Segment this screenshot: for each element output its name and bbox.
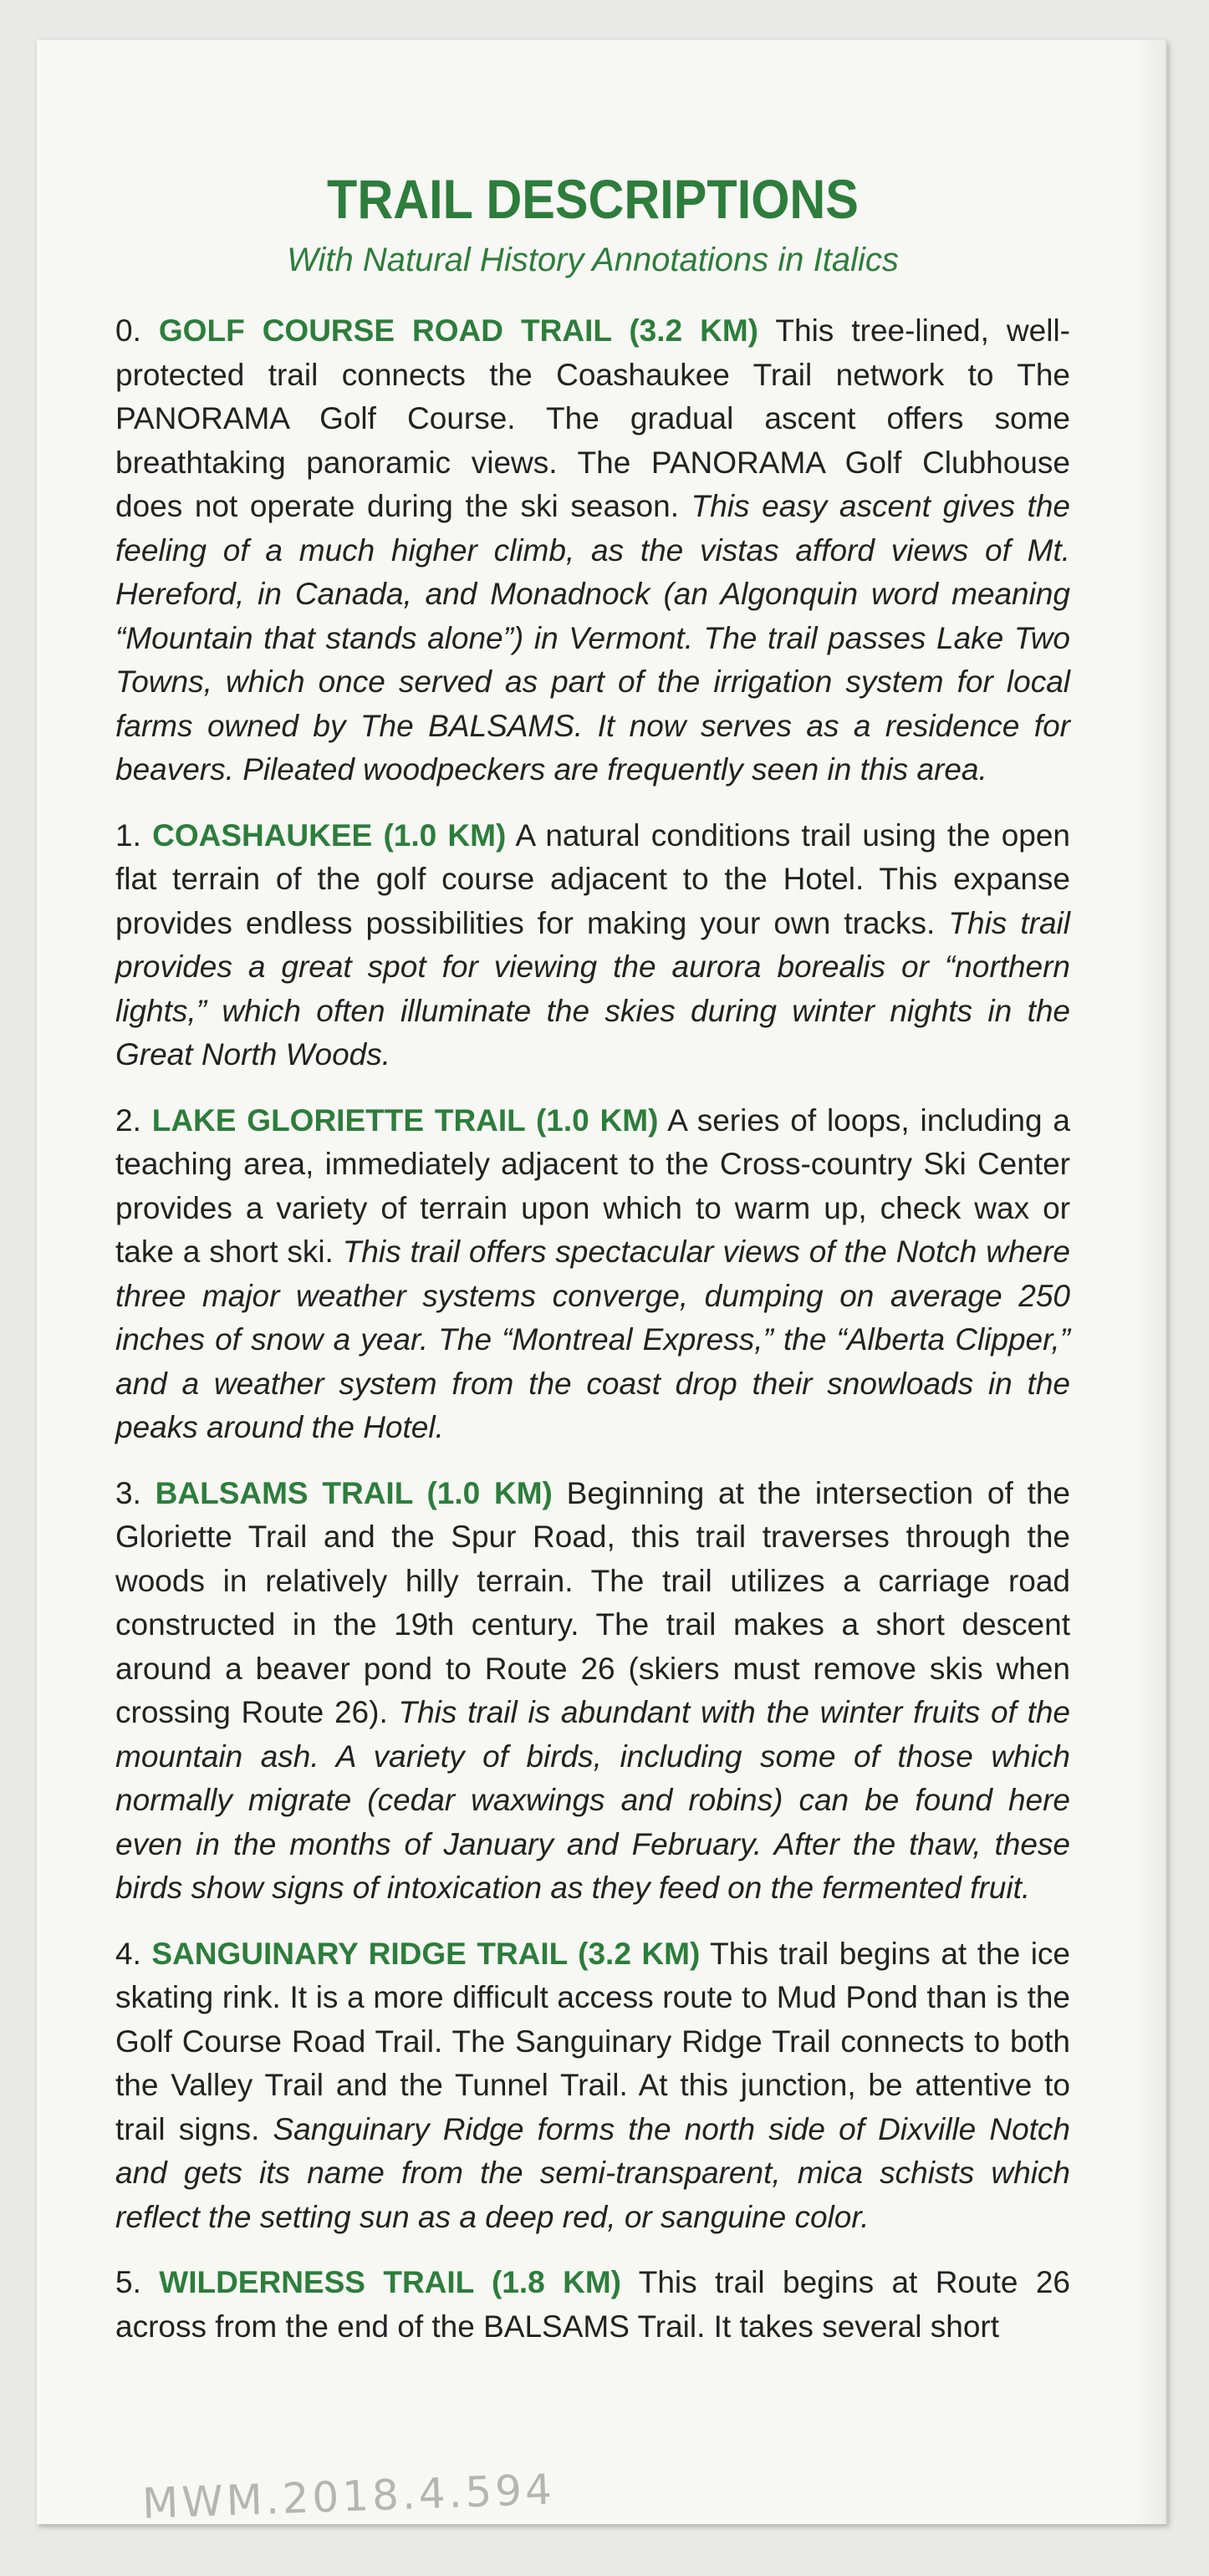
trail-description-4: [115, 1932, 1070, 2240]
trail-description-3: [115, 1472, 1070, 1911]
page-edge-shadow: [1132, 40, 1166, 2524]
catalog-number-handwritten: MWM.2018.4.594: [141, 2465, 556, 2528]
trail-description-1: [115, 814, 1070, 1077]
trail-natural-history-note: Sanguinary Ridge forms the north side of Dixville Notch and gets its name from the semi-transparent, mica schists which reflect the setting sun as a deep red, or sanguine color.: [115, 2111, 1071, 2234]
page-title: TRAIL DESCRIPTIONS: [327, 168, 859, 230]
trail-description-2: [115, 1099, 1070, 1450]
trail-name: WILDERNESS TRAIL (1.8 KM): [159, 2265, 621, 2299]
trail-description-0: [115, 309, 1070, 792]
trail-number: 4.: [115, 1936, 141, 1971]
trail-name: LAKE GLORIETTE TRAIL (1.0 KM): [151, 1102, 659, 1138]
brochure-page: [37, 40, 1167, 2524]
trail-description-5: [115, 2261, 1070, 2349]
trail-natural-history-note: This easy ascent gives the feeling of a much higher climb, as the vistas afford views of Mt. Hereford, in Canada, and Monadnock (an Algonquin word meaning “Mountain that stands alone”) in Vermont. The trail passes Lake Two Towns, which once served as part of the irrigation system for local farms owned by The BALSAMS. It now serves as a residence for beavers. Pileated woodpeckers are frequently seen in this area.: [115, 489, 1070, 787]
page-content: [115, 165, 1070, 2370]
trail-name: GOLF COURSE ROAD TRAIL (3.2 KM): [158, 313, 759, 348]
page-subtitle: With Natural History Annotations in Italics: [287, 242, 899, 278]
trail-name: BALSAMS TRAIL (1.0 KM): [155, 1475, 553, 1510]
trail-name: COASHAUKEE (1.0 KM): [152, 817, 507, 853]
trail-number: 0.: [115, 313, 141, 348]
trail-natural-history-note: This trail provides a great spot for viewing the aurora borealis or “northern lights,” which often illuminate the skies during winter nights in the Great North Woods.: [115, 905, 1070, 1072]
trail-natural-history-note: This trail offers spectacular views of the Notch where three major weather systems converge, dumping on average 250 inches of snow a year. The “Montreal Express,” the “Alberta Clipper,” and a weather system from the coast drop their snowloads in the peaks around the Hotel.: [115, 1235, 1071, 1444]
trail-text: This tree-lined, well-protected trail connects the Coashaukee Trail network to The PANORAMA Golf Course. The gradual ascent offers some breathtaking panoramic views. The PANORAMA Golf Clubhouse does not operate during the ski season.: [115, 313, 1070, 523]
trail-text: This trail begins at the ice skating rink. It is a more difficult access route to Mud Pond than is the Golf Course Road Trail. The Sanguinary Ridge Trail connects to both the Valley Trail and the Tunnel Trail. At this junction, be attentive to trail signs.: [115, 1936, 1070, 2146]
trail-text: A series of loops, including a teaching area, immediately adjacent to the Cross-country Ski Center provides a variety of terrain upon which to warm up, check wax or take a short ski.: [115, 1102, 1071, 1269]
trail-number: 5.: [115, 2265, 141, 2299]
trail-name: SANGUINARY RIDGE TRAIL (3.2 KM): [151, 1936, 701, 1971]
trail-number: 2.: [115, 1102, 141, 1138]
trail-text: Beginning at the intersection of the Gloriette Trail and the Spur Road, this trail traverses through the woods in relatively hilly terrain. The trail utilizes a carriage road constructed in the 19th century. The trail makes a short descent around a beaver pond to Route 26 (skiers must remove skis when crossing Route 26).: [115, 1475, 1071, 1729]
trail-number: 1.: [115, 817, 141, 853]
trail-number: 3.: [115, 1475, 141, 1510]
trail-text: A natural conditions trail using the open flat terrain of the golf course adjacent to the Hotel. This expanse provides endless possibilities for making your own tracks.: [115, 817, 1071, 940]
trail-natural-history-note: This trail is abundant with the winter fruits of the mountain ash. A variety of birds, including some of those which normally migrate (cedar waxwings and robins) can be found here even in the months of January and February. After the thaw, these birds show signs of intoxication as they feed on the fermented fruit.: [115, 1695, 1071, 1905]
trail-text: This trail begins at Route 26 across from the end of the BALSAMS Trail. It takes several short: [115, 2265, 1070, 2344]
